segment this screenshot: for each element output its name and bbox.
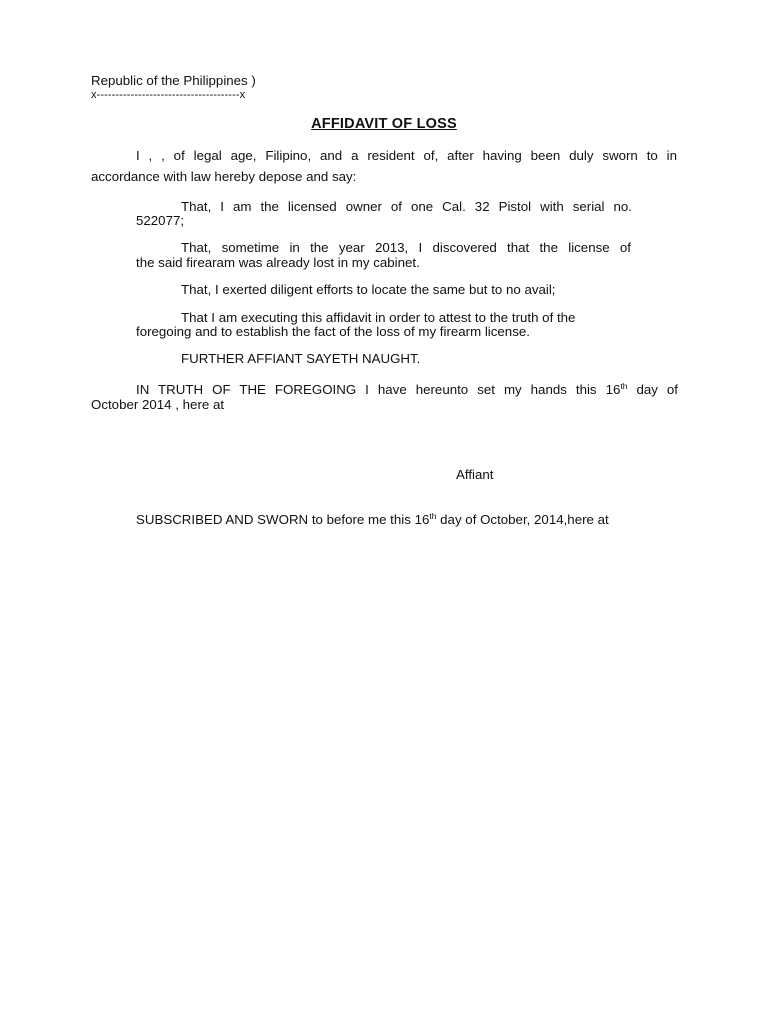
subscribed-text-pre: SUBSCRIBED AND SWORN to before me this 16 bbox=[136, 512, 430, 527]
clause-3: That, I exerted diligent efforts to locate the same but to no avail; bbox=[181, 282, 556, 297]
clause-4-line-2: foregoing and to establish the fact of the loss of my firearm license. bbox=[136, 324, 530, 339]
subscribed-text-post: day of October, 2014,here at bbox=[436, 512, 609, 527]
further-affiant-line: FURTHER AFFIANT SAYETH NAUGHT. bbox=[181, 351, 421, 366]
document-title: AFFIDAVIT OF LOSS bbox=[311, 116, 457, 132]
clause-2-line-2: the said firearam was already lost in my cabinet. bbox=[136, 255, 420, 270]
truth-line-1 bbox=[136, 382, 678, 397]
clause-2-line-1: That, sometime in the year 2013, I discovered that the license of bbox=[181, 240, 631, 255]
intro-line-1: I , , of legal age, Filipino, and a resident of, after having been duly sworn to in bbox=[136, 148, 677, 163]
jurisdiction-line: Republic of the Philippines ) bbox=[91, 73, 256, 88]
affiant-label: Affiant bbox=[456, 467, 494, 482]
caption-separator: x--------------------------------------x bbox=[91, 89, 246, 101]
subscribed-line bbox=[136, 512, 609, 527]
subscribed-ordinal-suffix: th bbox=[429, 511, 437, 521]
clause-1-line-2: 522077; bbox=[136, 213, 185, 228]
truth-text-pre: IN TRUTH OF THE FOREGOING I have hereunto set my hands this 16 bbox=[136, 382, 621, 397]
truth-line-2: October 2014 , here at bbox=[91, 397, 225, 412]
intro-line-2: accordance with law hereby depose and say: bbox=[91, 169, 357, 184]
clause-1-line-1: That, I am the licensed owner of one Cal. 32 Pistol with serial no. bbox=[181, 199, 632, 214]
truth-text-post: day of bbox=[627, 382, 678, 397]
clause-4-line-1: That I am executing this affidavit in order to attest to the truth of the bbox=[181, 310, 576, 325]
truth-ordinal-suffix: th bbox=[620, 381, 628, 391]
